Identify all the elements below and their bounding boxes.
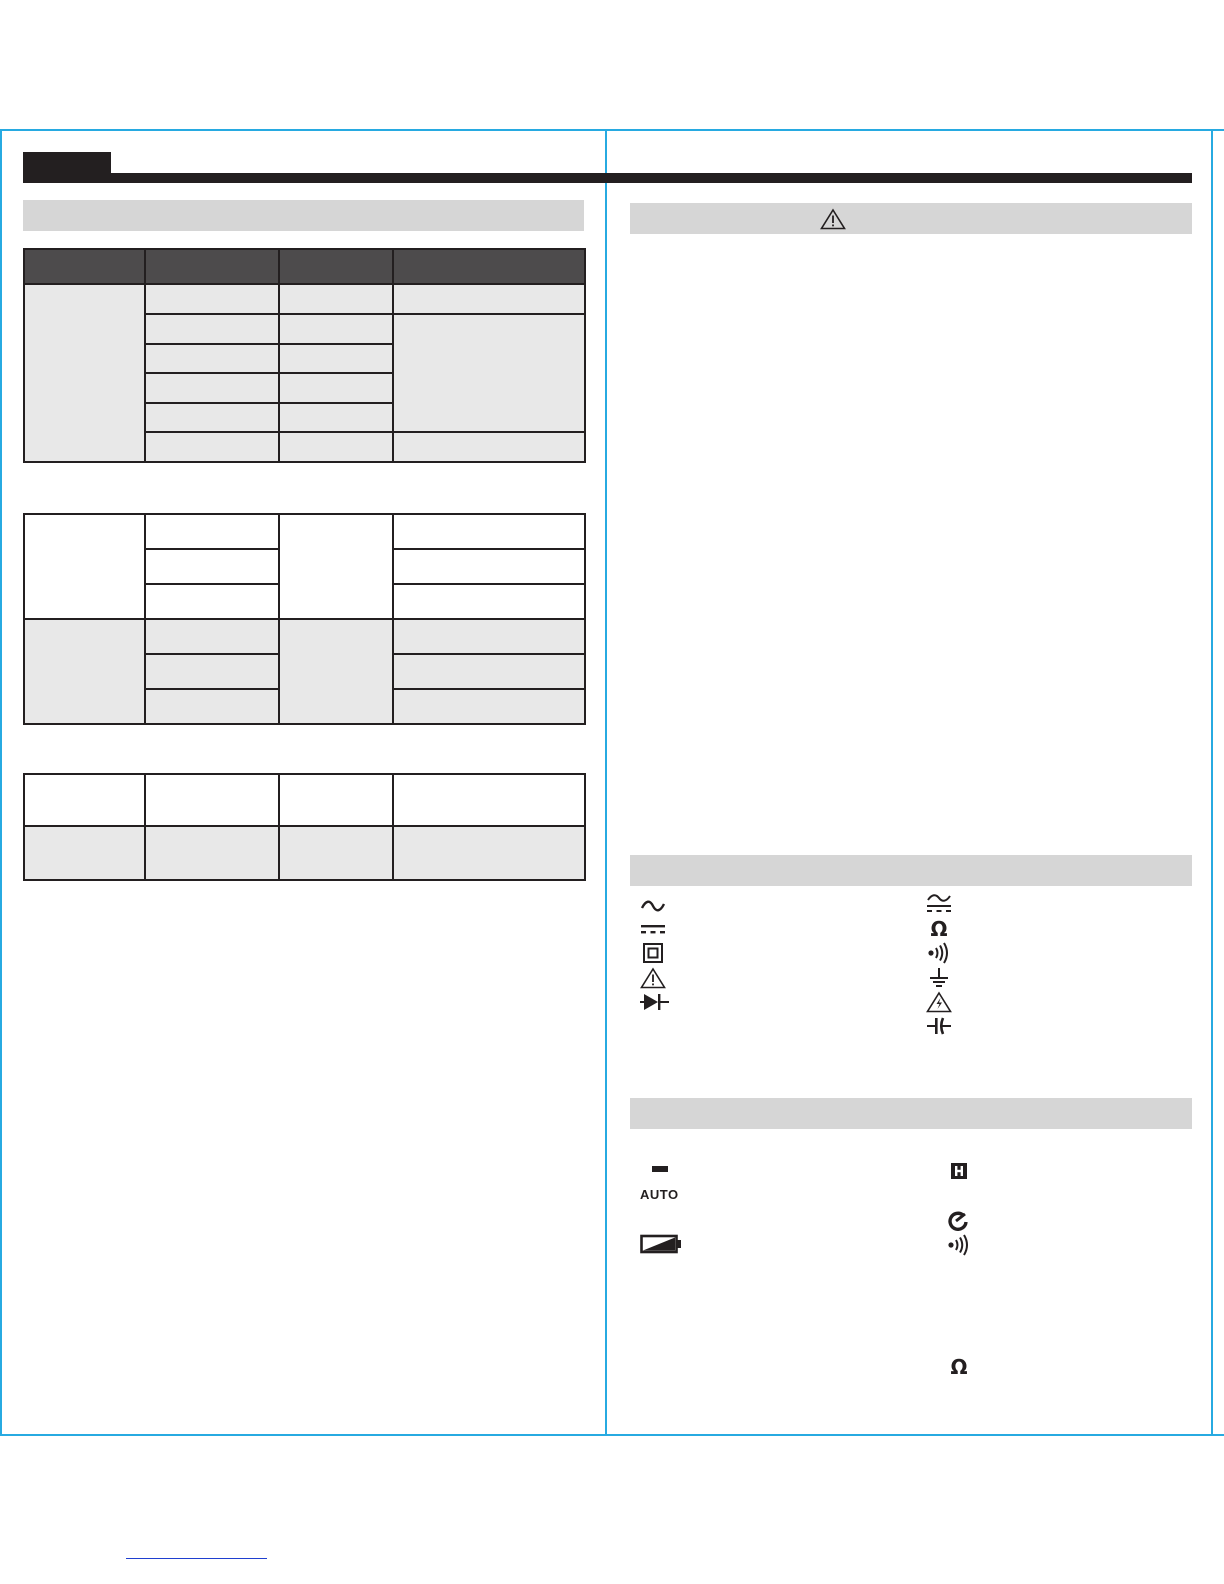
table-cell <box>145 549 279 584</box>
table-row <box>24 514 585 549</box>
table-row <box>24 826 585 880</box>
spec-table-2 <box>23 513 586 725</box>
table-row <box>24 774 585 826</box>
table-header-row <box>24 249 585 284</box>
table-cell <box>145 432 279 462</box>
symbols-section-header <box>630 855 1192 886</box>
table-cell <box>393 654 585 689</box>
frame-right-line <box>1211 129 1213 1436</box>
double-insulation-icon <box>638 942 668 964</box>
minus-icon <box>645 1158 675 1180</box>
table-cell <box>145 689 279 724</box>
table-cell <box>393 314 585 432</box>
frame-center-line <box>605 129 607 1436</box>
table-cell <box>145 403 279 432</box>
warning-section-header <box>630 203 1192 234</box>
table-cell <box>24 284 145 462</box>
ohm-symbol: Ω <box>950 1355 968 1379</box>
table-cell <box>279 344 393 373</box>
table-cell <box>279 514 393 619</box>
table-cell <box>145 826 279 880</box>
table-cell <box>393 514 585 549</box>
ohm-icon <box>944 1356 974 1378</box>
table-cell <box>145 584 279 619</box>
table-cell <box>145 314 279 344</box>
table-cell <box>279 432 393 462</box>
table-cell <box>393 826 585 880</box>
table-cell <box>24 826 145 880</box>
table-header-cell <box>279 249 393 284</box>
table-cell <box>279 403 393 432</box>
left-section-header <box>23 200 584 231</box>
table-cell <box>145 619 279 654</box>
low-battery-icon <box>639 1233 683 1255</box>
frame-bottom-line <box>0 1434 1224 1436</box>
warning-triangle-icon <box>638 967 668 989</box>
table-cell <box>145 373 279 403</box>
table-cell <box>279 314 393 344</box>
table-cell <box>279 826 393 880</box>
table-row <box>24 284 585 314</box>
table-header-cell <box>24 249 145 284</box>
table-cell <box>24 514 145 619</box>
table-cell <box>279 774 393 826</box>
ohm-symbol: Ω <box>930 917 948 941</box>
diode-icon <box>640 991 670 1013</box>
table-cell <box>393 549 585 584</box>
warning-triangle-icon <box>820 208 846 235</box>
table-cell <box>145 344 279 373</box>
table-cell <box>24 774 145 826</box>
ohm-icon <box>924 918 954 940</box>
high-voltage-icon <box>924 991 954 1013</box>
ground-icon <box>924 967 954 989</box>
display-section-header <box>630 1098 1192 1129</box>
table-cell <box>145 514 279 549</box>
frame-left-line <box>0 129 2 1436</box>
header-rule <box>23 173 1192 183</box>
table-cell <box>279 284 393 314</box>
table-cell <box>393 284 585 314</box>
ac-icon <box>638 895 668 917</box>
spec-table-3 <box>23 773 586 881</box>
table-cell <box>145 774 279 826</box>
table-cell <box>393 689 585 724</box>
table-row <box>24 619 585 654</box>
link-underline <box>126 1558 267 1559</box>
table-cell <box>393 432 585 462</box>
table-cell <box>393 774 585 826</box>
hold-icon <box>944 1160 974 1182</box>
table-cell <box>393 584 585 619</box>
table-header-cell <box>393 249 585 284</box>
capacitor-icon <box>924 1015 954 1037</box>
dc-icon <box>638 918 668 940</box>
spec-table-1 <box>23 248 586 463</box>
ac-dc-icon <box>924 893 954 915</box>
table-cell <box>279 373 393 403</box>
frame-top-line <box>0 129 1224 131</box>
table-cell <box>145 654 279 689</box>
table-cell <box>279 619 393 724</box>
table-header-cell <box>145 249 279 284</box>
continuity-icon <box>924 942 954 964</box>
table-cell <box>393 619 585 654</box>
continuity-icon <box>944 1234 974 1256</box>
table-cell <box>145 284 279 314</box>
auto-label: AUTO <box>640 1187 679 1202</box>
ncv-icon <box>944 1210 974 1232</box>
table-cell <box>24 619 145 724</box>
